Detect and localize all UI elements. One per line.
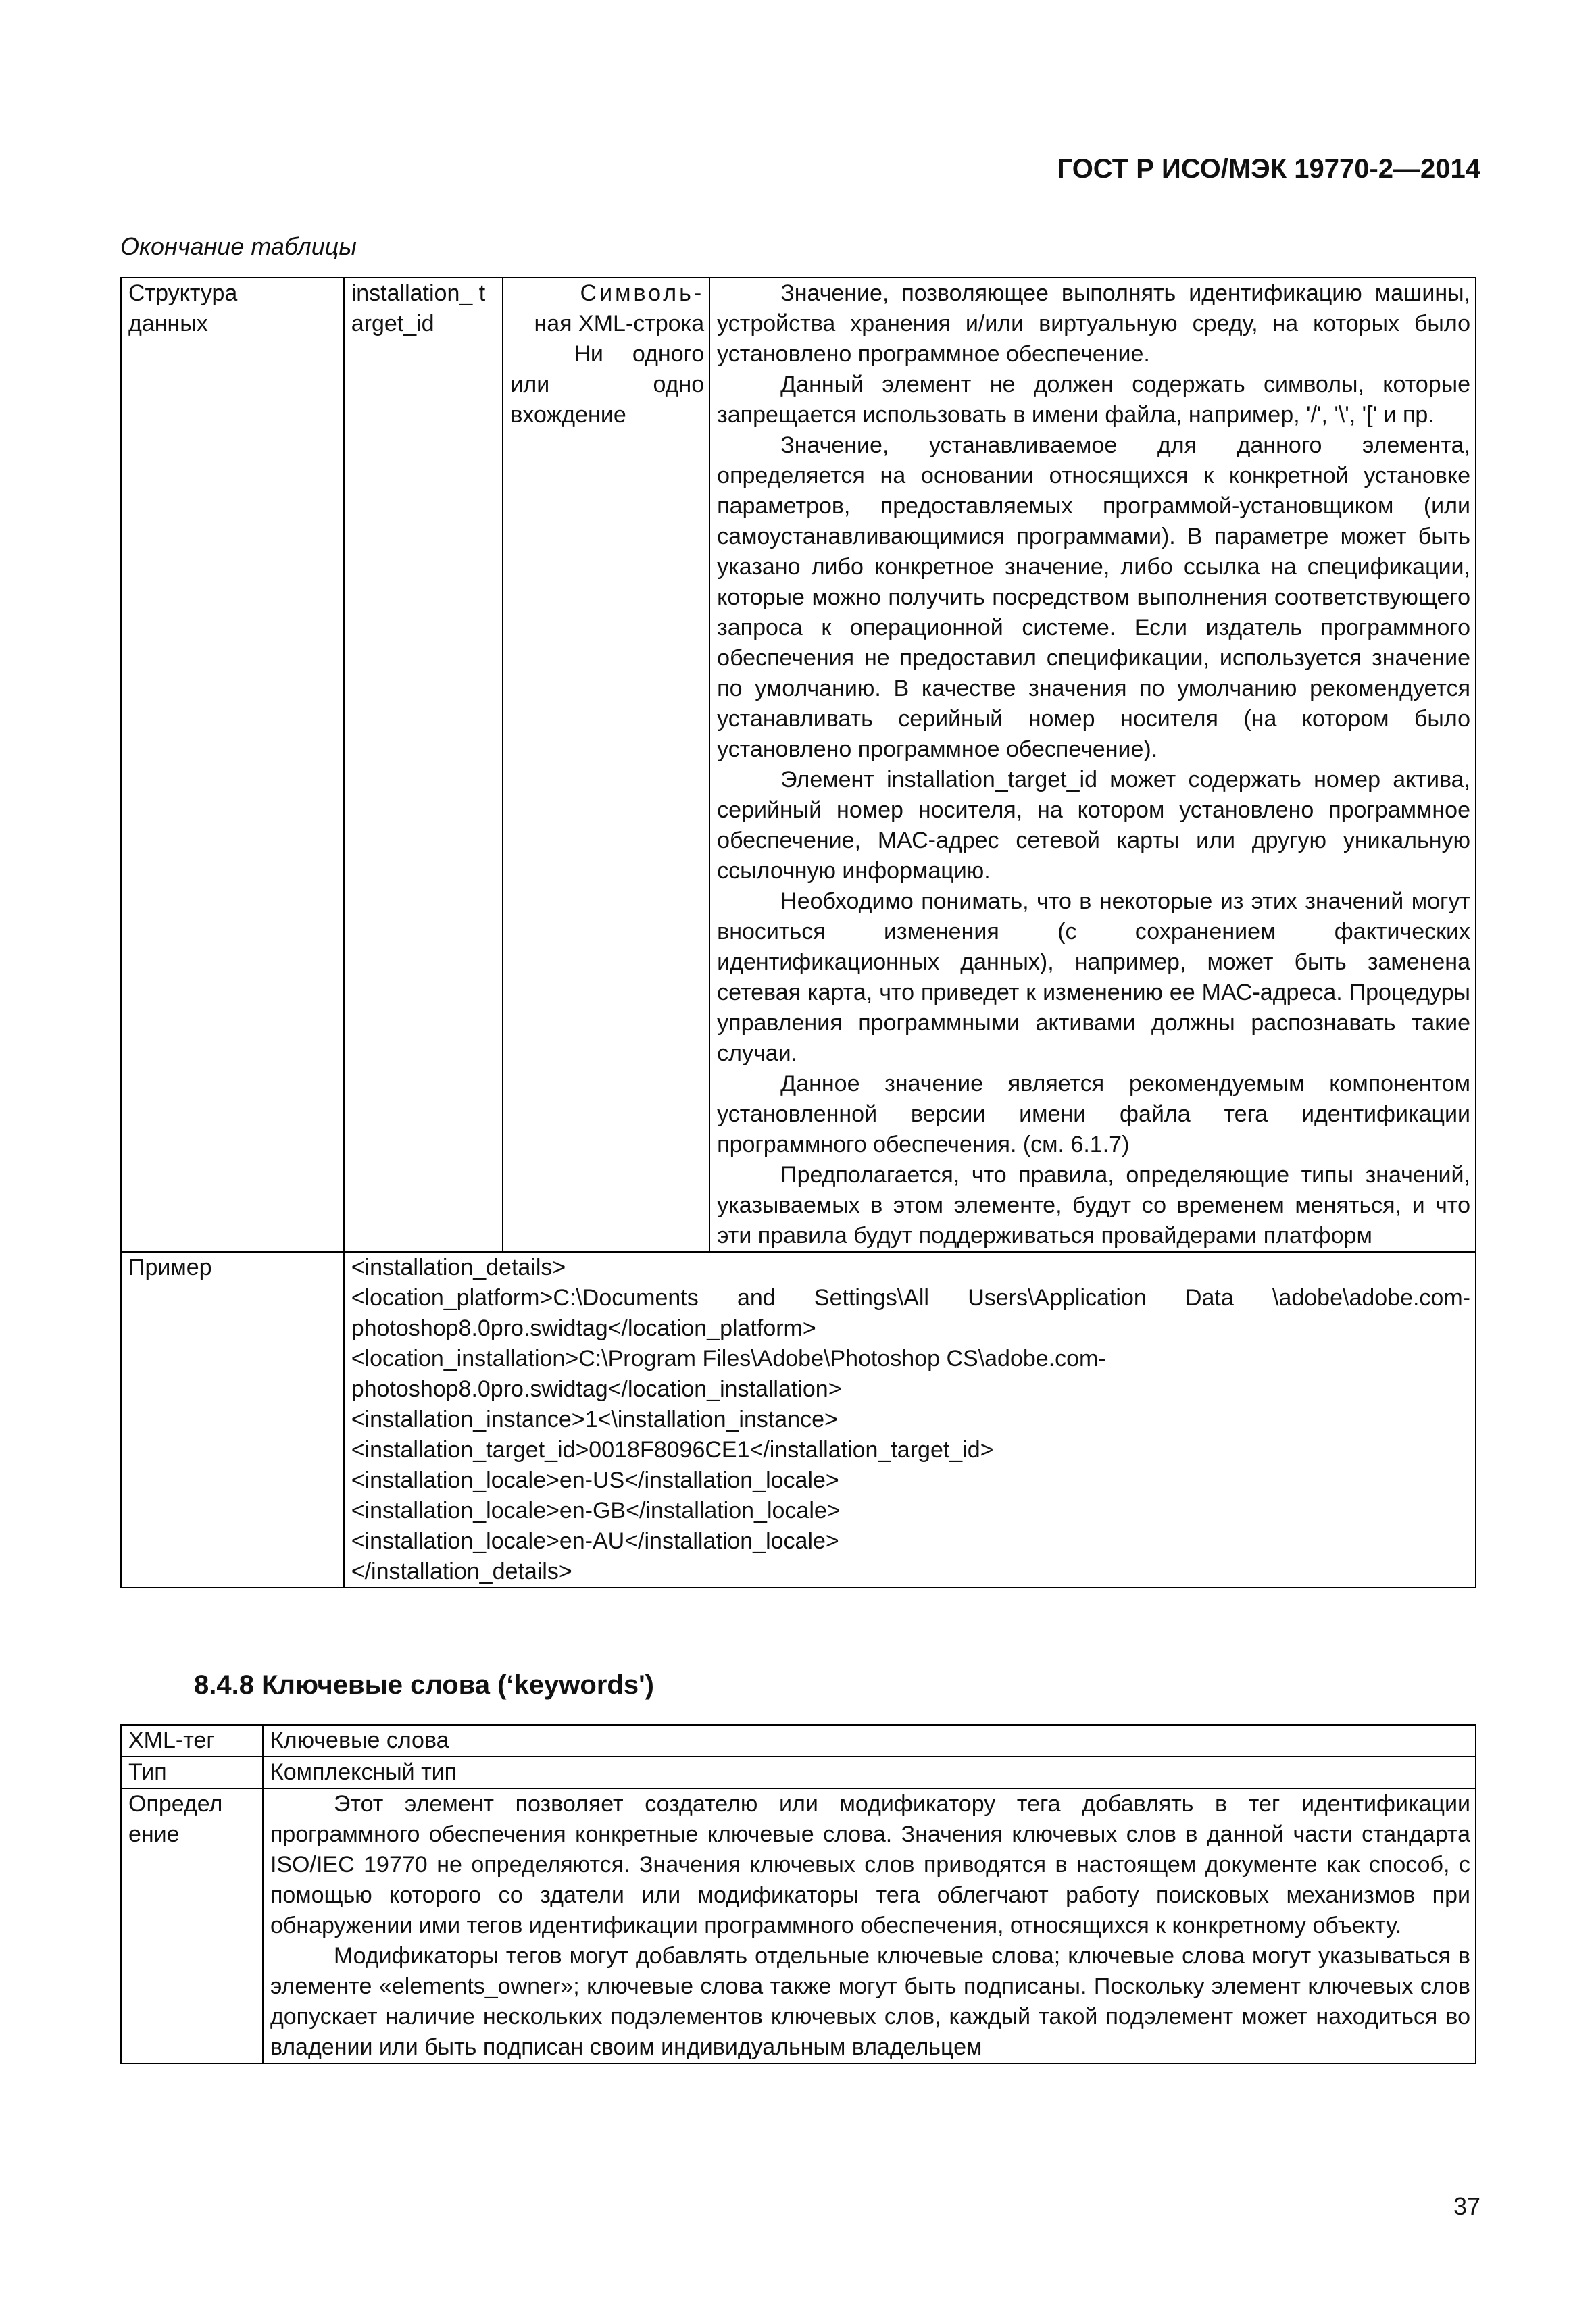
type-cell: Символь- ная XML-строка Ни одного или одно вхождение	[503, 278, 709, 1252]
example-cell	[344, 1252, 1476, 1588]
paragraph: Значение, позволяющее выполнять идентификацию машины, устройства хранения и/или виртуальную среду, на которых было установлено программное обеспечение.	[717, 280, 1470, 367]
row-value: Ключевые слова	[263, 1725, 1476, 1757]
example-line: <installation_target_id>0018F8096CE1</installation_target_id>	[351, 1437, 994, 1463]
paragraph: Данное значение является рекомендуемым компонентом установленной версии имени файла тега идентификации программного обеспечения. (см. 6.1.7)	[717, 1071, 1470, 1157]
example-line: <installation_locale>en-GB</installation_locale>	[351, 1498, 841, 1524]
example-line: <installation_details>	[351, 1255, 566, 1280]
page-number: 37	[1453, 2192, 1480, 2220]
paragraph: Данный элемент не должен содержать символы, которые запрещается использовать в имени файла, например, '/', '\', '[' и пр.	[717, 372, 1470, 428]
table-row	[121, 1757, 1476, 1788]
table-row	[121, 1788, 1476, 2063]
description-cell	[709, 278, 1476, 1252]
paragraph: Необходимо понимать, что в некоторые из этих значений могут вноситься изменения (с сохранением фактических идентификационных данных), например, может быть заменена сетевая карта, что приведет к изменению ее МАС-адреса. Процедуры управления программными активами должны распознавать такие случаи.	[717, 888, 1470, 1066]
example-line: <location_platform>C:\Documents and Settings\All Users\Application Data \adobe\adobe.com-photoshop8.0pro.swidtag</location_platform>	[351, 1285, 1470, 1341]
element-name-cell: installation_ target_id	[344, 278, 503, 1252]
paragraph: Элемент installation_target_id может содержать номер актива, серийный номер носителя, на котором установлено программное обеспечение, МАС-адрес сетевой карты или другую уникальную ссылочную информацию.	[717, 767, 1470, 884]
paragraph: Значение, устанавливаемое для данного элемента, определяется на основании относящихся к конкретной установке параметров, предоставляемых программой-установщиком (или самоустанавливающимися программами). В параметре может быть указано либо конкретное значение, либо ссылка на спецификации, которые можно получить посредством выполнения соответствующего запроса к операционной системе. Если издатель программного обеспечения не предоставил спецификации, используется значение по умолчанию. В качестве значения по умолчанию рекомендуется устанавливать серийный номер носителя (на котором было установлено программное обеспечение).	[717, 432, 1470, 762]
row-label: Пример	[121, 1252, 344, 1588]
definition-cell	[263, 1788, 1476, 2063]
paragraph: Предполагается, что правила, определяющие типы значений, указываемых в этом элементе, будут со временем меняться, и что эти правила будут поддерживаться провайдерами платформ	[717, 1162, 1470, 1249]
example-line: <installation_locale>en-AU</installation_locale>	[351, 1528, 839, 1554]
row-label: XML-тег	[121, 1725, 263, 1757]
paragraph: Этот элемент позволяет создателю или модификатору тега добавлять в тег идентификации программного обеспечения конкретные ключевые слова. Значения ключевых слов в данной части стандарта ISO/IEC 19770 не определяются. Значения ключевых слов приводятся в настоящем документе как способ, с помощью которого со здатели или модификаторы тега облегчают работу поисковых механизмов при обнаружении ими тегов идентификации программного обеспечения, относящихся к конкретному объекту.	[270, 1791, 1470, 1938]
row-value: Комплексный тип	[263, 1757, 1476, 1788]
row-label: Определение	[121, 1788, 263, 2063]
row-label: Структура данных	[121, 278, 344, 1252]
keywords-table	[120, 1724, 1476, 2064]
table-row	[121, 1252, 1476, 1588]
row-label: Тип	[121, 1757, 263, 1788]
table-row	[121, 278, 1476, 1252]
document-header: ГОСТ Р ИСО/МЭК 19770-2—2014	[1057, 154, 1480, 184]
example-line: <installation_instance>1<\installation_instance>	[351, 1407, 838, 1432]
table-continuation-caption: Окончание таблицы	[120, 232, 357, 260]
occurrence-text: Ни одного или одно вхождение	[510, 341, 705, 428]
example-line: <location_installation>C:\Program Files\Adobe\Photoshop CS\adobe.com-photoshop8.0pro.swidtag</location_installation>	[351, 1346, 1106, 1402]
element-definition-table	[120, 277, 1476, 1588]
example-line: <installation_locale>en-US</installation_locale>	[351, 1467, 839, 1493]
paragraph: Модификаторы тегов могут добавлять отдельные ключевые слова; ключевые слова могут указываться в элементе «elements_owner»; ключевые слова также могут быть подписаны. Поскольку элемент ключевых слов допускает наличие нескольких подэлементов ключевых слов, каждый такой подэлемент может находиться во владении или быть подписан своим индивидуальным владельцем	[270, 1943, 1470, 2060]
example-line: </installation_details>	[351, 1559, 572, 1584]
section-heading: 8.4.8 Ключевые слова (‘keywords')	[194, 1670, 654, 1700]
table-row	[121, 1725, 1476, 1757]
